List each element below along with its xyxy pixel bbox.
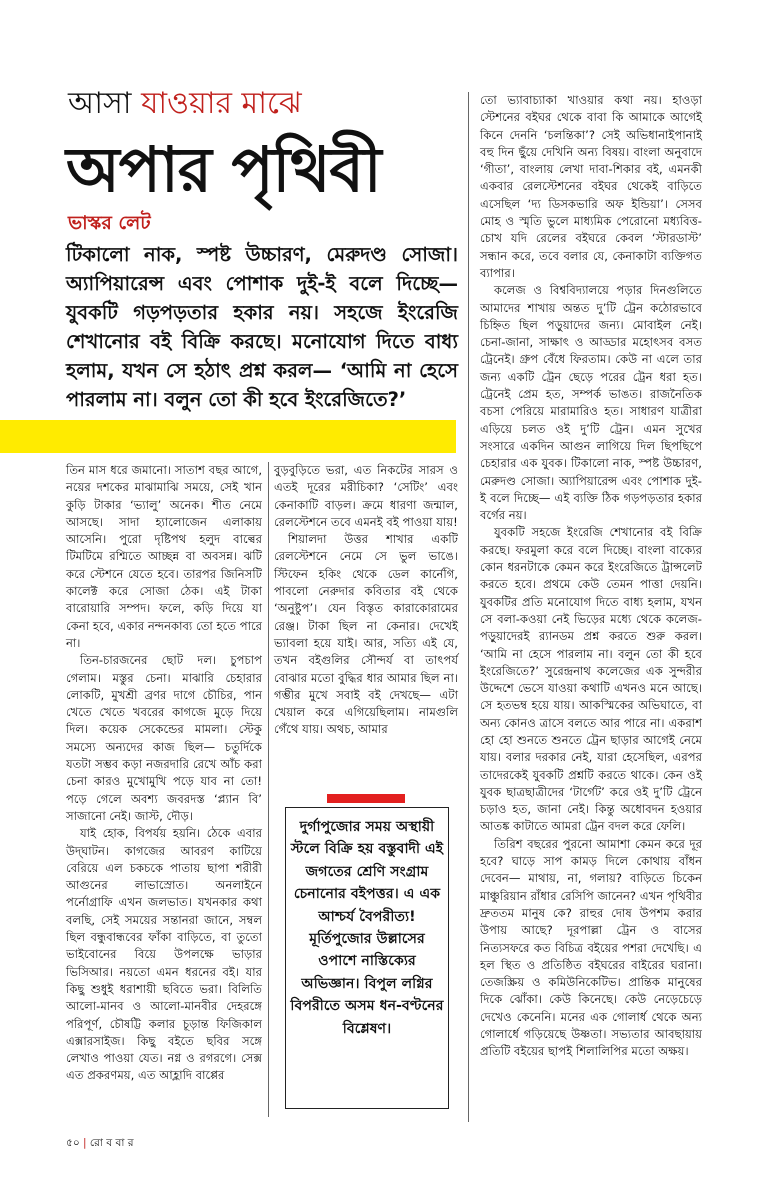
pull-quote-accent-bar (327, 794, 405, 803)
body-paragraph: শিয়ালদা উত্তর শাখার একটি রেলস্টেশনে নেমে সে ভুল ভাঙে। স্টিফেন হকিং থেকে ডেল কার্নেগি, পাবলো নেরুদার কবিতার বই থেকে ‘অনুষ্টুপ’। যেন বিস্তৃত কারাকোরামের রেঞ্জ। টাকা ছিল না কেনার। দেখেই ভ্যাবলা হয়ে যাই। আর, সত্যি এই যে, তখন বইগুলির সৌন্দর্য বা তাৎপর্য বোঝার মতো বুদ্ধির ধার আমার ছিল না। গম্ভীর মুখে সবাই বই দেখছে— এটা খেয়াল করে এগিয়েছিলাম। নামগুলি গেঁথে যায়। অথচ, আমার (274, 532, 458, 737)
series-label-red: যাওয়ার মাঝে (141, 86, 302, 121)
pull-quote-text: দুর্গাপুজোর সময় অস্থায়ী স্টলে বিক্রি হয় বস্তুবাদী এই জগতের শ্রেণি সংগ্রাম চেনানোর বইপত্তর। এ এক আশ্চর্য বৈপরীত্য! মূর্তিপুজোর উল্লাসের ওপাশে নাস্তিক্যের অভিজ্ঞান। বিপুল লগ্নির বিপরীতে অসম ধন-বণ্টনের বিশ্লেষণ। (290, 819, 444, 1037)
body-paragraph: কলেজ ও বিশ্ববিদ্যালয়ে পড়ার দিনগুলিতে আমাদের শাখায় অন্তত দু’টি ট্রেন কঠোরভাবে চিহ্নিত ছিল পড়ুয়াদের জন্য। মোবাইল নেই। চেনা-জানা, সাক্ষাৎ ও আড্ডার মহোৎসব বসত ট্রেনেই। গ্রুপ বেঁধে ফিরতাম। কেউ না এলে তার জন্য একটি ট্রেন ছেড়ে পরের ট্রেন ধরা হত। ট্রেনেই প্রেম হত, সম্পর্ক ভাঙত। রাজনৈতিক বচসা পেরিয়ে মারামারিও হত। সাধারণ যাত্রীরা এড়িয়ে চলত ওই দু’টি ট্রেন। এমন সুখের সংসারে একদিন আগুন লাগিয়ে দিল ছিপছিপে চেহারার এক যুবক। টিকালো নাক, স্পষ্ট উচ্চারণ, মেরুদণ্ড সোজা। অ্যাপিয়ারেন্স এবং পোশাক দুই-ই বলে দিচ্ছে— এই ব্যক্তি ঠিক গড়পড়তার হকার বর্গের নয়। (480, 283, 702, 523)
body-paragraph: তিরিশ বছরের পুরনো আমাশা কেমন করে দূর হবে? ঘাড়ে সাপ কামড় দিলে কোথায় বাঁধন দেবেন— মাথায়, না, গলায়? বাড়িতে চিকেন মাঞ্চুরিয়ান রাঁধার রেসিপি জানেন? এখন পৃথিবীর দ্রুততম মানুষ কে? রাহুর দোষ উপশম করার উপায় আছে? দূরপাল্লা ট্রেন ও বাসের নিত্যসফরে কত বিচিত্র বইয়ের পশরা দেখেছি। এ হল স্থিত ও প্রতিষ্ঠিত বইঘরের বাইরের ঘরানা। তেজস্ক্রিয় ও কমিউনিকেটিভ। প্রান্তিক মানুষের দিকে ঝোঁকা। কেউ কিনেছে। কেউ নেড়েচেড়ে দেখেও কেনেনি। মনের এক গোলার্ধ থেকে অন্য গোলার্ধে গড়িয়েছে উষ্ণতা। সভ্যতার আবছায়ায় প্রতিটি বইয়ের ছাপই শিলালিপির মতো অক্ষয়। (480, 836, 702, 1059)
page-folio (66, 1136, 133, 1153)
page-number: ৫০ (66, 1137, 80, 1149)
body-column-1 (66, 462, 262, 1085)
body-paragraph: তো ভ্যাবাচ্যাকা খাওয়ার কথা নয়। হাওড়া স্টেশনের বইঘর থেকে বাবা কি আমাকে আগেই কিনে দেননি ‘চলন্তিকা’? সেই অভিধানাইপানাই বহু দিন ছুঁয়ে দেখিনি অন্য বিষয়। বাংলা অনুবাদে ‘গীতা’, বাংলায় লেখা দাবা-শিকার বই, এমনকী একবার রেলস্টেশনের বইঘর থেকেই বাড়িতে এসেছিল ‘দ্য ডিসকভারি অফ ইন্ডিয়া’। সেসব মোহ ও স্মৃতি ভুলে মাধ্যমিক পেরোনো মধ্যবিত্ত-চোখ যদি রেলের বইঘরে কেবল ‘স্টারডাস্ট’ সন্ধান করে, তবে বলার যে, কেনাকাটা ব্যক্তিগত ব্যাপার। (480, 93, 702, 280)
lede-paragraph: টিকালো নাক, স্পষ্ট উচ্চারণ, মেরুদণ্ড সোজা। অ্যাপিয়ারেন্স এবং পোশাক দুই-ই বলে দিচ্ছে— যুবকটি গড়পড়তার হকার নয়। সহজে ইংরেজি শেখানোর বই বিক্রি করছে। মনোযোগ দিতে বাধ্য হলাম, যখন সে হঠাৎ প্রশ্ন করল— ‘আমি না হেসে পারলাম না। বলুন তো কী হবে ইংরেজিতে?’ (66, 243, 458, 411)
body-paragraph: তিন মাস ধরে জমানো। সাতাশ বছর আগে, নয়ের দশকের মাঝামাঝি সময়ে, সেই খান কুড়ি টাকার ‘ভ্যালু’ অনেক। শীত নেমে আসছে। সাদা হ্যালোজেন এলাকায় আসেনি। পুরো দৃষ্টিপথ হলুদ বাল্বের টিমটিমে রশ্মিতে আচ্ছন্ন বা অবসন্ন। ঝটি করে স্টেশনে যেতে হবে। তারপর জিনিসটি কালেক্ট করে সোজা ঠেক। এই টাকা বারোয়ারি সম্পদ। ফলে, কড়ি দিয়ে যা কেনা হবে, একার নন্দনকাব্য তো হতে পারে না। (66, 463, 262, 650)
section-name: রো ব বা র (89, 1137, 134, 1149)
series-label-black: আসা (68, 86, 132, 121)
body-paragraph: যাই হোক, বিপর্যয় হয়নি। ঠেকে এবার উদ্‌ঘাটন। কাগজের আবরণ কাটিয়ে বেরিয়ে এল চকচকে পাতায় ছাপা শরীরী আগুনের লাভাস্রোত। অনলাইনে পর্নোগ্রাফি এখন জলভাত। যখনকার কথা বলছি, সেই সময়ের সন্তানরা জানে, সম্বল ছিল বন্ধুবান্ধবের ফাঁকা বাড়িতে, বা তুতো ভাইবোনের বিয়ে উপলক্ষে ভাড়ার ভিসিআর। নয়তো এমন ধরনের বই। যার কিছু শুধুই ধরাশায়ী ছবিতে ভরা। বিলিতি আলো-মানব ও আলো-মানবীর দেহরঙ্গে পরিপূর্ণ, চৌষট্টি কলার চূড়ান্ত ফিজিকাল এক্সারসাইজ। কিছু বইতে ছবির সঙ্গে লেখাও পাওয়া যেত। নগ্ন ও রগরগে। সেক্স এত প্রকরণময়, এত আহ্লাদি বাপ্পের (66, 826, 262, 1083)
yellow-divider-band (0, 420, 456, 453)
body-column-3 (480, 92, 702, 1061)
body-column-2 (274, 462, 458, 739)
pull-quote-box (285, 807, 449, 1109)
folio-separator: | (82, 1137, 87, 1149)
series-label (68, 84, 302, 124)
article-title: অপার পৃথিবী (66, 133, 381, 206)
column-rule (468, 92, 469, 1122)
body-paragraph: তিন-চারজনের ছোট দল। চুপচাপ গেলাম। মস্তুর চেনা। মাঝারি চেহারার লোকটি, মুখশ্রী ব্রণর দাগে চৌচির, পান খেতে খেতে খবরের কাগজে মুড়ে দিয়ে দিল। কয়েক সেকেন্ডের মামলা। স্টেকু সমস্যে অন্যদের কাজ ছিল— চতুর্দিকে যতটা সম্ভব কড়া নজরদারি রেখে আঁচ করা চেনা কারও মুখোমুখি পড়ে যাব না তো! পড়ে গেলে অবশ্য জবরদস্ত ‘প্ল্যান বি’ সাজানো নেই। জাস্ট, দৌড়। (66, 653, 262, 823)
column-rule (268, 462, 269, 1117)
body-paragraph: বুড়বুড়িতে ভরা, এত নিকটের সারস ও এতই দূরের মরীচিকা? ‘সেটিং’ এবং কেনাকাটি বাড়ল। ক্রমে ধারণা জন্মাল, রেলস্টেশনে তবে এমনই বই পাওয়া যায়! (274, 463, 458, 529)
author-byline: ভাস্কর লেট (68, 212, 151, 234)
body-paragraph: যুবকটি সহজে ইংরেজি শেখানোর বই বিক্রি করছে। ফরমুলা করে বলে দিচ্ছে। বাংলা বাক্যের কোন ধরনটাকে কেমন করে ইংরেজিতে ট্রান্সলেট করতে হবে। প্রথমে কেউ তেমন পাত্তা দেয়নি। যুবকটির প্রতি মনোযোগ দিতে বাধ্য হলাম, যখন সে বলা-কওয়া নেই ভিড়ের মধ্যে থেকে কলেজ-পড়ুয়াদেরই র‍্যানডম প্রশ্ন করতে শুরু করল। ‘আমি না হেসে পারলাম না। বলুন তো কী হবে ইংরেজিতে?’ সুরেন্দ্রনাথ কলেজের এক সুন্দরীর উদ্দেশে ভেসে যাওয়া কথাটি এখনও মনে আছে। সে হতভম্ব হয়ে যায়। আকস্মিকের অভিঘাতে, বা অন্য কোনও ত্রাসে বলতে আর পারে না। একরাশ হো হো শুনতে শুনতে ট্রেন ছাড়ার আগেই নেমে যায়। বলার দরকার নেই, যারা হেসেছিল, এরপর তাদেরকেই যুবকটি প্রশ্নটি করতে থাকে। কেন ওই যুবক ছাত্রছাত্রীদের ‘টার্গেট’ করে ওই দু’টি ট্রেনে চড়াও হত, জানা নেই। কিন্তু অধোবদন হওয়ার আতঙ্ক কাটাতে আমরা ট্রেন বদল করে ফেলি। (480, 525, 702, 834)
